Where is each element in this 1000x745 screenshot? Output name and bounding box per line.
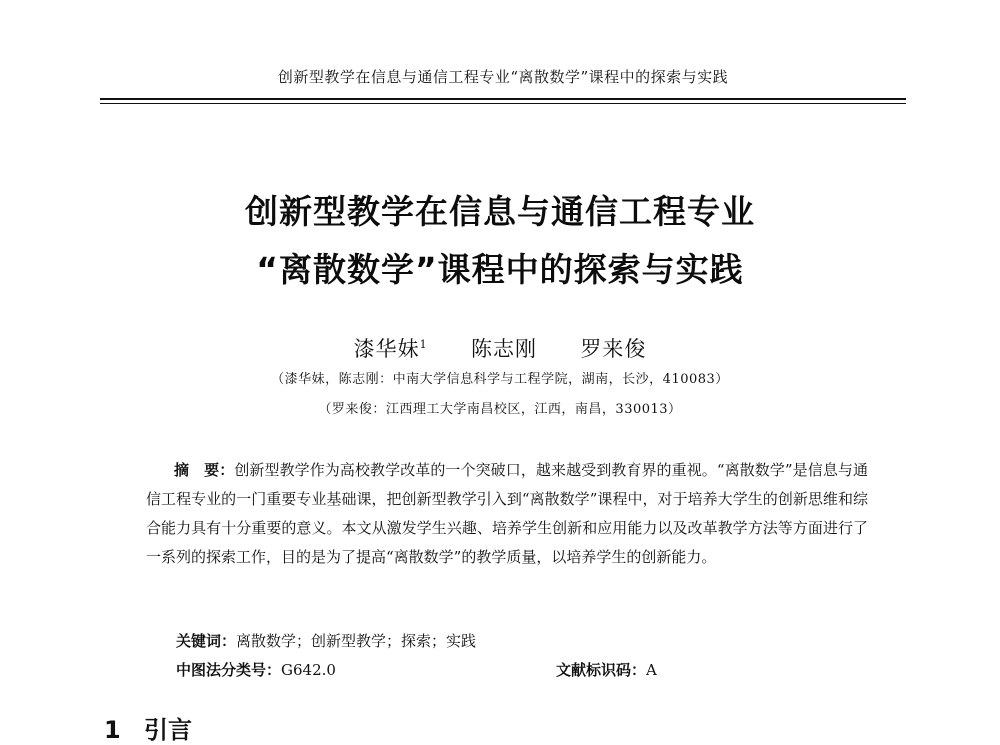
keywords-label: 关键词： xyxy=(176,632,237,650)
classification-number xyxy=(176,659,336,680)
author-name: 罗来俊 xyxy=(580,337,647,361)
paper-title-line-1: 创新型教学在信息与通信工程专业 xyxy=(245,192,755,231)
abstract-label: 摘 要： xyxy=(174,461,235,479)
author-name: 陈志刚 xyxy=(471,337,537,361)
keywords-text: 离散数学；创新型教学；探索；实践 xyxy=(236,632,477,650)
classification-value: G642.0 xyxy=(281,661,336,679)
section-title: 引言 xyxy=(144,716,192,744)
document-code-value: A xyxy=(646,661,657,679)
paper-title-line-2: “离散数学”课程中的探索与实践 xyxy=(256,250,744,289)
author-name: 漆华妹 xyxy=(353,337,420,361)
author-list xyxy=(100,333,900,363)
keywords xyxy=(176,630,476,651)
classification-label: 中图法分类号： xyxy=(176,661,282,679)
section-heading xyxy=(104,710,192,745)
affiliation-1: （漆华妹，陈志刚：中南大学信息科学与工程学院，湖南，长沙，410083） xyxy=(271,372,729,387)
header-rule-thin xyxy=(100,103,906,104)
abstract-text: 创新型教学作为高校教学改革的一个突破口，越来越受到教育界的重视。“离散数学”是信息与通信工程专业的一门重要专业基础课，把创新型教学引入到“离散数学”课程中，对于培养大学生的创新思维和综合能力具有十分重要的意义。本文从激发学生兴趣、培养学生创新和应用能力以及改革教学方法等方面进行了一系列的探索工作，目的是为了提高“离散数学”的教学质量，以培养学生的创新能力。 xyxy=(146,461,868,566)
abstract xyxy=(146,456,868,572)
header-rule-thick xyxy=(100,98,906,100)
affiliation-2: （罗来俊：江西理工大学南昌校区，江西，南昌，330013） xyxy=(318,402,682,417)
document-code xyxy=(556,659,657,680)
running-header: 创新型教学在信息与通信工程专业“离散数学”课程中的探索与实践 xyxy=(277,68,729,86)
section-number: 1 xyxy=(104,716,121,744)
author-superscript: 1 xyxy=(419,338,428,351)
document-code-label: 文献标识码： xyxy=(556,661,647,679)
